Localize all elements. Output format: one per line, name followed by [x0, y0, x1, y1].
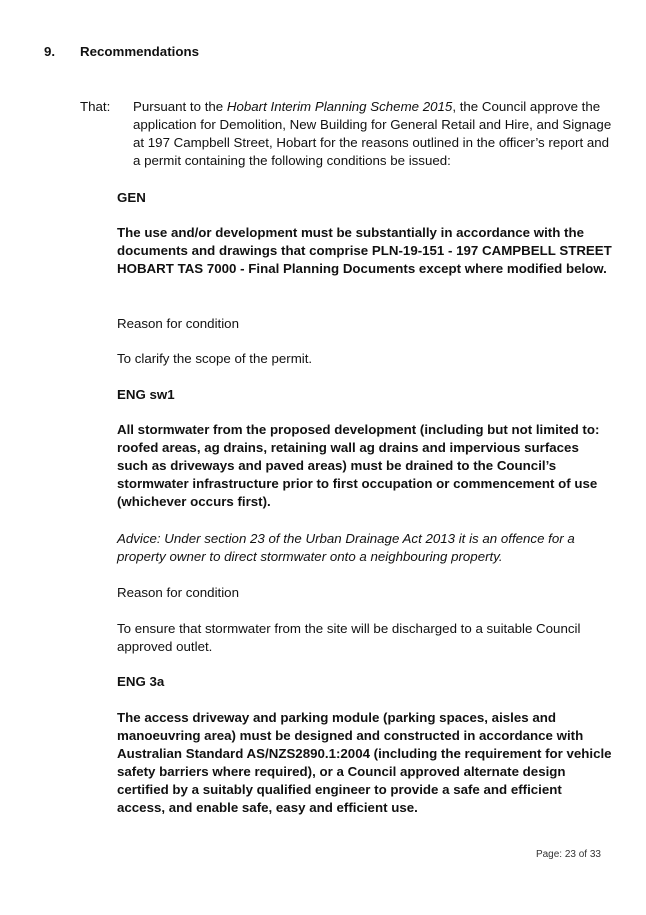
reason-text-eng-sw1: To ensure that stormwater from the site will be discharged to a suitable Council approved outlet. [117, 621, 581, 654]
condition-code-gen: GEN [117, 190, 146, 205]
intro-text-end: , the Council approve the application for Demolition, New Building for General Retail and Hire, and Signage at 197 Campbell Street, Hobart for the reasons outlined in the officer’s report and a permit containing the following conditions be issued: [133, 99, 612, 168]
page-number: Page: 23 of 33 [535, 849, 601, 860]
planning-scheme-name: Hobart Interim Planning Scheme 2015 [226, 99, 453, 114]
intro-text-start: Pursuant to the [133, 99, 227, 114]
section-title: Recommendations [80, 44, 199, 59]
section-number: 9. [44, 44, 56, 59]
intro-paragraph [133, 98, 613, 170]
condition-text-gen: The use and/or development must be substantially in accordance with the documents and drawings that comprise PLN-19-151 - 197 CAMPBELL STREET HOBART TAS 7000 - Final Planning Documents except where modified below. [117, 225, 612, 276]
condition-code-eng-3a: ENG 3a [117, 674, 165, 689]
condition-text-eng-3a: The access driveway and parking module (parking spaces, aisles and manoeuvring area) must be designed and constructed in accordance with Australian Standard AS/NZS2890.1:2004 (including the requirement for vehicle safety barriers where required), or a Council approved alternate design certified by a suitably qualified engineer to provide a safe and efficient access, and enable safe, easy and efficient use. [117, 710, 612, 815]
reason-text-gen: To clarify the scope of the permit. [117, 351, 313, 366]
reason-label-gen: Reason for condition [117, 316, 239, 331]
advice-eng-sw1: Advice: Under section 23 of the Urban Drainage Act 2013 it is an offence for a property owner to direct stormwater onto a neighbouring property. [117, 531, 575, 564]
condition-text-eng-sw1: All stormwater from the proposed development (including but not limited to: roofed areas, ag drains, retaining wall ag drains and impervious surfaces such as driveways and paved areas) must be drained to the Council’s stormwater infrastructure prior to first occupation or commencement of use (whichever occurs first). [117, 422, 600, 509]
that-label: That: [80, 99, 111, 114]
reason-label-eng-sw1: Reason for condition [117, 585, 239, 600]
condition-code-eng-sw1: ENG sw1 [117, 387, 175, 402]
